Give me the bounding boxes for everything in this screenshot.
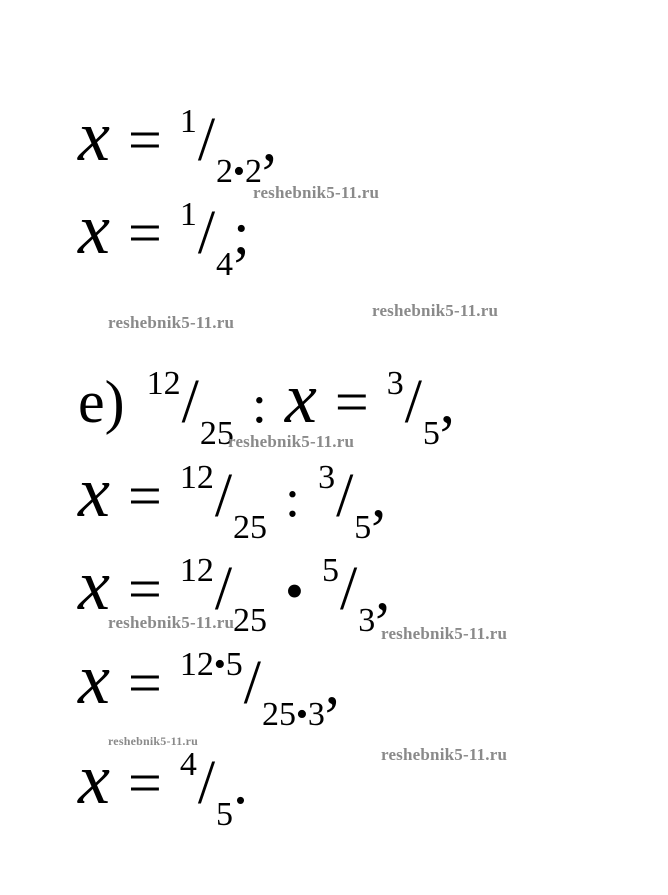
denominator: 25 (233, 602, 268, 639)
watermark: reshebnik5-11.ru (381, 624, 508, 643)
variable-x: x (78, 639, 110, 719)
fraction-slash: / (404, 368, 422, 436)
equals-sign: = (127, 463, 162, 529)
equation-line-1 (78, 96, 277, 190)
numerator: 1 (179, 196, 197, 233)
punctuation: , (324, 650, 340, 716)
punctuation: , (439, 369, 455, 435)
numerator: 5 (321, 552, 339, 589)
denominator: 5 (216, 796, 234, 833)
punctuation: , (371, 463, 387, 529)
multiplication-operator: • (285, 561, 304, 621)
punctuation: , (375, 556, 391, 622)
equation-line-6 (78, 639, 340, 733)
numerator: 3 (318, 459, 336, 496)
equals-sign: = (127, 650, 162, 716)
fraction-slash: / (339, 555, 358, 623)
numerator: 12 (146, 365, 181, 402)
punctuation: ; (233, 200, 250, 266)
division-operator: : (251, 374, 267, 434)
denominator: 2•2 (216, 153, 262, 190)
watermark: reshebnik5-11.ru (228, 432, 355, 451)
denominator: 4 (216, 246, 234, 283)
denominator: 25•3 (261, 696, 325, 733)
watermark: reshebnik5-11.ru (108, 613, 235, 632)
fraction-slash: / (181, 368, 199, 436)
watermark: reshebnik5-11.ru (253, 183, 380, 202)
equals-sign: = (127, 556, 162, 622)
equals-sign: = (127, 750, 162, 816)
variable-x: x (284, 358, 317, 438)
watermark: reshebnik5-11.ru (108, 313, 235, 332)
division-operator: : (285, 468, 301, 528)
fraction-slash: / (197, 199, 216, 267)
fraction-slash: / (197, 106, 216, 174)
denominator: 5 (354, 509, 372, 546)
numerator: 4 (179, 746, 197, 783)
equation-line-4 (78, 452, 387, 546)
equation-line-2 (78, 189, 250, 283)
numerator: 1 (179, 103, 197, 140)
variable-x: x (78, 189, 110, 269)
watermark: reshebnik5-11.ru (381, 745, 508, 764)
variable-x: x (78, 452, 110, 532)
watermark: reshebnik5-11.ru (372, 301, 499, 320)
denominator: 25 (233, 509, 268, 546)
numerator: 12 (179, 552, 214, 589)
numerator: 12•5 (179, 646, 243, 683)
denominator: 3 (358, 602, 376, 639)
numerator: 3 (386, 365, 404, 402)
item-label: е) (78, 369, 125, 435)
fraction-slash: / (214, 462, 233, 530)
fraction-slash: / (197, 749, 216, 817)
variable-x: x (78, 545, 110, 625)
fraction-slash: / (336, 462, 354, 530)
punctuation: , (261, 107, 277, 173)
equals-sign: = (127, 200, 162, 266)
denominator: 25 (199, 415, 234, 452)
equals-sign: = (127, 107, 162, 173)
fraction-slash: / (214, 555, 233, 623)
denominator: 5 (422, 415, 440, 452)
fraction-slash: / (243, 649, 261, 717)
variable-x: x (78, 96, 110, 176)
watermark: reshebnik5-11.ru (108, 734, 198, 748)
punctuation: . (233, 750, 249, 816)
variable-x: x (78, 739, 110, 819)
numerator: 12 (179, 459, 214, 496)
equals-sign: = (334, 369, 369, 435)
